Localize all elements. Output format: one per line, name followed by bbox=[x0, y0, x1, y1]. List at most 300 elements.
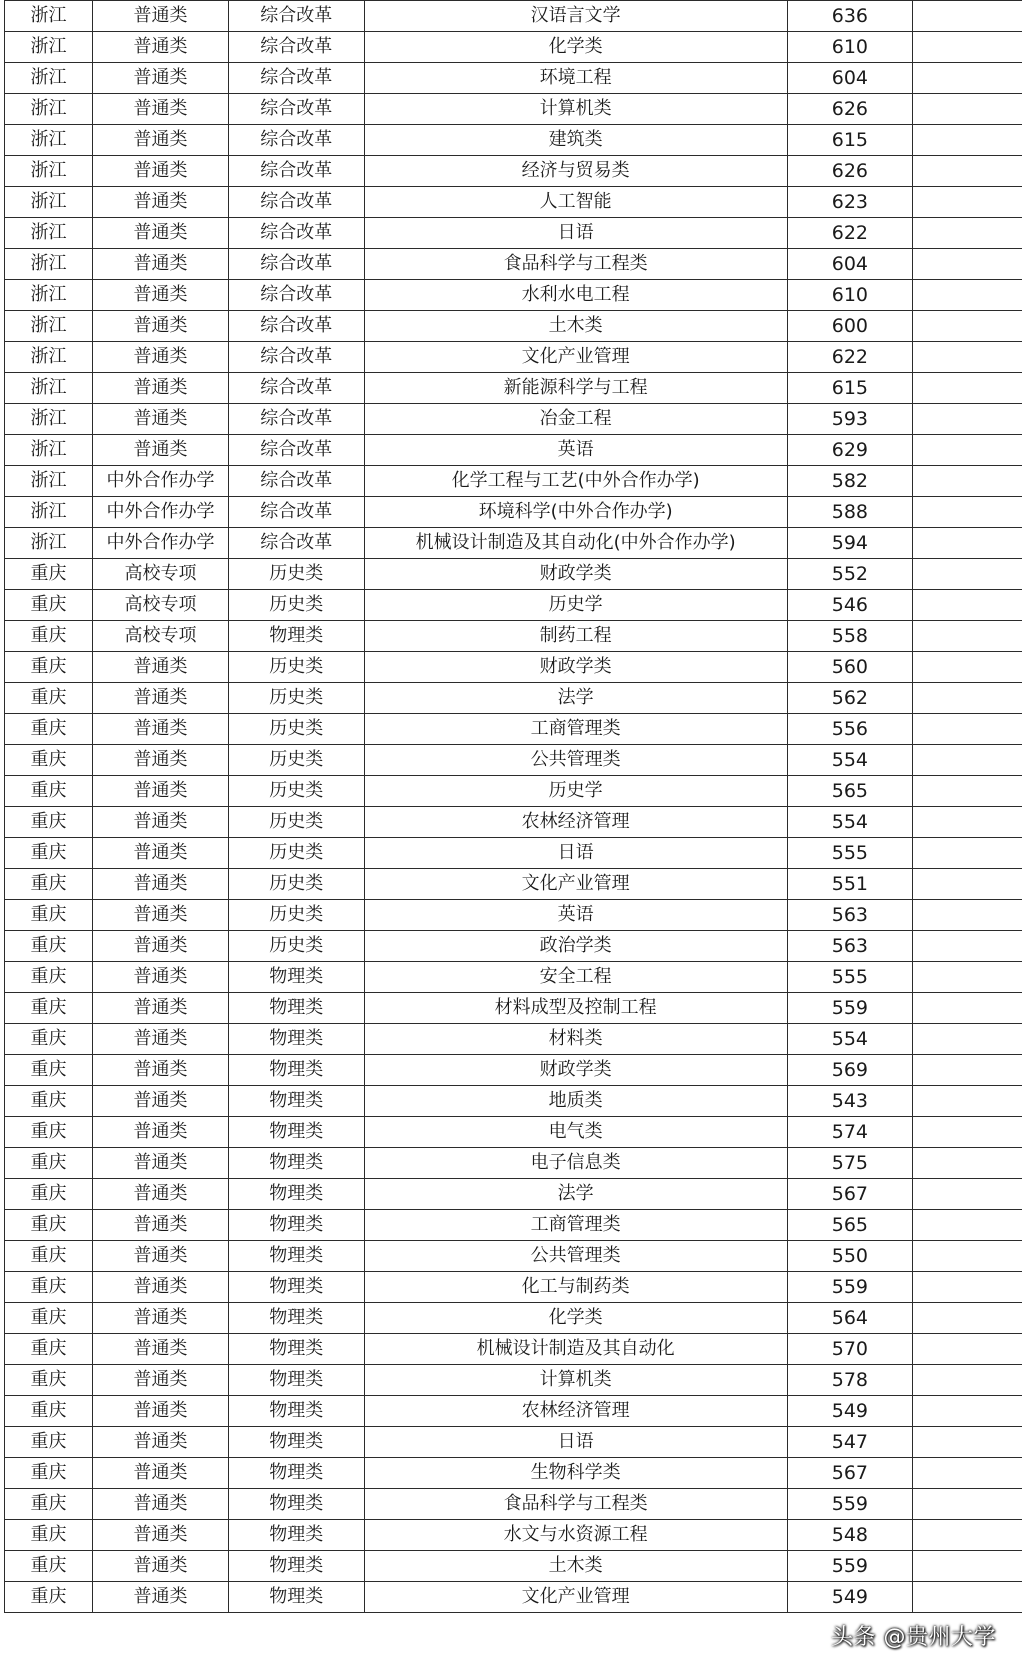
table-row bbox=[5, 962, 1022, 993]
major-cell: 公共管理类 bbox=[364, 745, 787, 776]
table-row bbox=[5, 993, 1022, 1024]
major-cell: 历史学 bbox=[364, 776, 787, 807]
category-cell: 普通类 bbox=[93, 311, 229, 342]
province-cell: 重庆 bbox=[5, 590, 93, 621]
province-cell: 重庆 bbox=[5, 1551, 93, 1582]
major-cell: 机械设计制造及其自动化(中外合作办学) bbox=[364, 528, 787, 559]
score-cell: 629 bbox=[787, 435, 912, 466]
category-cell: 普通类 bbox=[93, 1024, 229, 1055]
subject-cell: 历史类 bbox=[228, 652, 364, 683]
province-cell: 重庆 bbox=[5, 683, 93, 714]
table-row bbox=[5, 931, 1022, 962]
score-cell: 626 bbox=[787, 94, 912, 125]
major-cell: 材料类 bbox=[364, 1024, 787, 1055]
province-cell: 浙江 bbox=[5, 497, 93, 528]
major-cell: 土木类 bbox=[364, 311, 787, 342]
empty-cell bbox=[913, 404, 1022, 435]
subject-cell: 物理类 bbox=[228, 1024, 364, 1055]
empty-cell bbox=[913, 621, 1022, 652]
empty-cell bbox=[913, 373, 1022, 404]
category-cell: 中外合作办学 bbox=[93, 528, 229, 559]
table-row bbox=[5, 373, 1022, 404]
category-cell: 普通类 bbox=[93, 187, 229, 218]
major-cell: 食品科学与工程类 bbox=[364, 249, 787, 280]
major-cell: 文化产业管理 bbox=[364, 1582, 787, 1613]
category-cell: 普通类 bbox=[93, 1179, 229, 1210]
score-cell: 574 bbox=[787, 1117, 912, 1148]
province-cell: 重庆 bbox=[5, 1086, 93, 1117]
category-cell: 普通类 bbox=[93, 373, 229, 404]
empty-cell bbox=[913, 1427, 1022, 1458]
major-cell: 汉语言文学 bbox=[364, 1, 787, 32]
major-cell: 生物科学类 bbox=[364, 1458, 787, 1489]
major-cell: 食品科学与工程类 bbox=[364, 1489, 787, 1520]
subject-cell: 物理类 bbox=[228, 1582, 364, 1613]
empty-cell bbox=[913, 1117, 1022, 1148]
table-row bbox=[5, 745, 1022, 776]
score-cell: 550 bbox=[787, 1241, 912, 1272]
subject-cell: 物理类 bbox=[228, 1520, 364, 1551]
category-cell: 普通类 bbox=[93, 125, 229, 156]
province-cell: 浙江 bbox=[5, 435, 93, 466]
empty-cell bbox=[913, 156, 1022, 187]
major-cell: 文化产业管理 bbox=[364, 342, 787, 373]
province-cell: 重庆 bbox=[5, 931, 93, 962]
category-cell: 普通类 bbox=[93, 1334, 229, 1365]
empty-cell bbox=[913, 249, 1022, 280]
subject-cell: 物理类 bbox=[228, 1086, 364, 1117]
province-cell: 重庆 bbox=[5, 1117, 93, 1148]
province-cell: 浙江 bbox=[5, 32, 93, 63]
category-cell: 普通类 bbox=[93, 280, 229, 311]
table-row bbox=[5, 249, 1022, 280]
category-cell: 普通类 bbox=[93, 435, 229, 466]
major-cell: 日语 bbox=[364, 1427, 787, 1458]
province-cell: 浙江 bbox=[5, 1, 93, 32]
province-cell: 重庆 bbox=[5, 900, 93, 931]
table-row bbox=[5, 404, 1022, 435]
table-row bbox=[5, 311, 1022, 342]
province-cell: 重庆 bbox=[5, 745, 93, 776]
empty-cell bbox=[913, 838, 1022, 869]
table-row bbox=[5, 63, 1022, 94]
empty-cell bbox=[913, 1, 1022, 32]
table-row bbox=[5, 342, 1022, 373]
province-cell: 重庆 bbox=[5, 1520, 93, 1551]
table-row bbox=[5, 559, 1022, 590]
province-cell: 重庆 bbox=[5, 1582, 93, 1613]
table-row bbox=[5, 1117, 1022, 1148]
major-cell: 政治学类 bbox=[364, 931, 787, 962]
province-cell: 重庆 bbox=[5, 714, 93, 745]
score-cell: 570 bbox=[787, 1334, 912, 1365]
empty-cell bbox=[913, 280, 1022, 311]
subject-cell: 物理类 bbox=[228, 1055, 364, 1086]
empty-cell bbox=[913, 1024, 1022, 1055]
province-cell: 重庆 bbox=[5, 652, 93, 683]
major-cell: 农林经济管理 bbox=[364, 807, 787, 838]
subject-cell: 综合改革 bbox=[228, 404, 364, 435]
province-cell: 浙江 bbox=[5, 218, 93, 249]
empty-cell bbox=[913, 714, 1022, 745]
major-cell: 冶金工程 bbox=[364, 404, 787, 435]
table-row bbox=[5, 1179, 1022, 1210]
table-row bbox=[5, 1582, 1022, 1613]
table-row bbox=[5, 590, 1022, 621]
table-row bbox=[5, 528, 1022, 559]
major-cell: 工商管理类 bbox=[364, 714, 787, 745]
empty-cell bbox=[913, 1520, 1022, 1551]
major-cell: 文化产业管理 bbox=[364, 869, 787, 900]
score-cell: 567 bbox=[787, 1179, 912, 1210]
subject-cell: 历史类 bbox=[228, 714, 364, 745]
empty-cell bbox=[913, 342, 1022, 373]
table-row bbox=[5, 714, 1022, 745]
score-cell: 610 bbox=[787, 280, 912, 311]
score-cell: 588 bbox=[787, 497, 912, 528]
major-cell: 法学 bbox=[364, 683, 787, 714]
empty-cell bbox=[913, 900, 1022, 931]
table-row bbox=[5, 1551, 1022, 1582]
subject-cell: 物理类 bbox=[228, 1179, 364, 1210]
subject-cell: 物理类 bbox=[228, 621, 364, 652]
province-cell: 重庆 bbox=[5, 559, 93, 590]
province-cell: 重庆 bbox=[5, 807, 93, 838]
score-cell: 559 bbox=[787, 1551, 912, 1582]
subject-cell: 历史类 bbox=[228, 776, 364, 807]
category-cell: 中外合作办学 bbox=[93, 497, 229, 528]
subject-cell: 物理类 bbox=[228, 993, 364, 1024]
province-cell: 浙江 bbox=[5, 311, 93, 342]
subject-cell: 物理类 bbox=[228, 1458, 364, 1489]
score-cell: 554 bbox=[787, 1024, 912, 1055]
table-row bbox=[5, 1396, 1022, 1427]
table-row bbox=[5, 1334, 1022, 1365]
category-cell: 普通类 bbox=[93, 962, 229, 993]
empty-cell bbox=[913, 497, 1022, 528]
score-cell: 615 bbox=[787, 125, 912, 156]
province-cell: 浙江 bbox=[5, 249, 93, 280]
table-row bbox=[5, 1427, 1022, 1458]
empty-cell bbox=[913, 559, 1022, 590]
province-cell: 浙江 bbox=[5, 280, 93, 311]
empty-cell bbox=[913, 1179, 1022, 1210]
score-cell: 546 bbox=[787, 590, 912, 621]
score-cell: 549 bbox=[787, 1396, 912, 1427]
empty-cell bbox=[913, 1551, 1022, 1582]
subject-cell: 物理类 bbox=[228, 962, 364, 993]
category-cell: 普通类 bbox=[93, 249, 229, 280]
table-body bbox=[5, 1, 1022, 1613]
province-cell: 浙江 bbox=[5, 404, 93, 435]
major-cell: 计算机类 bbox=[364, 1365, 787, 1396]
subject-cell: 物理类 bbox=[228, 1303, 364, 1334]
empty-cell bbox=[913, 63, 1022, 94]
category-cell: 普通类 bbox=[93, 745, 229, 776]
admission-score-table bbox=[4, 0, 1022, 1613]
table-row bbox=[5, 1, 1022, 32]
empty-cell bbox=[913, 590, 1022, 621]
subject-cell: 综合改革 bbox=[228, 373, 364, 404]
score-cell: 565 bbox=[787, 1210, 912, 1241]
empty-cell bbox=[913, 869, 1022, 900]
category-cell: 普通类 bbox=[93, 1303, 229, 1334]
major-cell: 环境科学(中外合作办学) bbox=[364, 497, 787, 528]
table-row bbox=[5, 218, 1022, 249]
empty-cell bbox=[913, 1210, 1022, 1241]
table-row bbox=[5, 1024, 1022, 1055]
empty-cell bbox=[913, 993, 1022, 1024]
subject-cell: 物理类 bbox=[228, 1148, 364, 1179]
subject-cell: 综合改革 bbox=[228, 466, 364, 497]
category-cell: 普通类 bbox=[93, 1055, 229, 1086]
table-row bbox=[5, 683, 1022, 714]
major-cell: 机械设计制造及其自动化 bbox=[364, 1334, 787, 1365]
table-row bbox=[5, 1086, 1022, 1117]
score-cell: 564 bbox=[787, 1303, 912, 1334]
subject-cell: 综合改革 bbox=[228, 497, 364, 528]
province-cell: 浙江 bbox=[5, 466, 93, 497]
score-cell: 622 bbox=[787, 342, 912, 373]
empty-cell bbox=[913, 931, 1022, 962]
empty-cell bbox=[913, 1334, 1022, 1365]
category-cell: 普通类 bbox=[93, 993, 229, 1024]
table-row bbox=[5, 435, 1022, 466]
category-cell: 普通类 bbox=[93, 714, 229, 745]
empty-cell bbox=[913, 187, 1022, 218]
province-cell: 浙江 bbox=[5, 528, 93, 559]
province-cell: 重庆 bbox=[5, 1024, 93, 1055]
empty-cell bbox=[913, 1458, 1022, 1489]
province-cell: 重庆 bbox=[5, 1396, 93, 1427]
empty-cell bbox=[913, 1055, 1022, 1086]
table-row bbox=[5, 838, 1022, 869]
subject-cell: 物理类 bbox=[228, 1551, 364, 1582]
province-cell: 重庆 bbox=[5, 838, 93, 869]
major-cell: 日语 bbox=[364, 218, 787, 249]
category-cell: 普通类 bbox=[93, 1272, 229, 1303]
empty-cell bbox=[913, 807, 1022, 838]
table-row bbox=[5, 1458, 1022, 1489]
score-cell: 559 bbox=[787, 1489, 912, 1520]
score-cell: 569 bbox=[787, 1055, 912, 1086]
major-cell: 地质类 bbox=[364, 1086, 787, 1117]
subject-cell: 综合改革 bbox=[228, 156, 364, 187]
major-cell: 公共管理类 bbox=[364, 1241, 787, 1272]
subject-cell: 物理类 bbox=[228, 1241, 364, 1272]
score-cell: 615 bbox=[787, 373, 912, 404]
major-cell: 财政学类 bbox=[364, 559, 787, 590]
empty-cell bbox=[913, 1241, 1022, 1272]
province-cell: 重庆 bbox=[5, 1458, 93, 1489]
table-row bbox=[5, 621, 1022, 652]
table-row bbox=[5, 125, 1022, 156]
major-cell: 环境工程 bbox=[364, 63, 787, 94]
province-cell: 重庆 bbox=[5, 1210, 93, 1241]
major-cell: 农林经济管理 bbox=[364, 1396, 787, 1427]
province-cell: 浙江 bbox=[5, 156, 93, 187]
table-row bbox=[5, 1148, 1022, 1179]
subject-cell: 综合改革 bbox=[228, 125, 364, 156]
major-cell: 制药工程 bbox=[364, 621, 787, 652]
subject-cell: 物理类 bbox=[228, 1365, 364, 1396]
table-row bbox=[5, 32, 1022, 63]
score-cell: 554 bbox=[787, 745, 912, 776]
empty-cell bbox=[913, 1489, 1022, 1520]
category-cell: 普通类 bbox=[93, 94, 229, 125]
major-cell: 电气类 bbox=[364, 1117, 787, 1148]
table-row bbox=[5, 807, 1022, 838]
subject-cell: 物理类 bbox=[228, 1210, 364, 1241]
category-cell: 普通类 bbox=[93, 218, 229, 249]
subject-cell: 物理类 bbox=[228, 1489, 364, 1520]
province-cell: 重庆 bbox=[5, 1241, 93, 1272]
score-table-container bbox=[4, 0, 1022, 1613]
score-cell: 575 bbox=[787, 1148, 912, 1179]
province-cell: 重庆 bbox=[5, 993, 93, 1024]
empty-cell bbox=[913, 218, 1022, 249]
subject-cell: 物理类 bbox=[228, 1396, 364, 1427]
major-cell: 历史学 bbox=[364, 590, 787, 621]
score-cell: 565 bbox=[787, 776, 912, 807]
province-cell: 重庆 bbox=[5, 1427, 93, 1458]
table-row bbox=[5, 1303, 1022, 1334]
category-cell: 普通类 bbox=[93, 1396, 229, 1427]
major-cell: 化学类 bbox=[364, 32, 787, 63]
major-cell: 人工智能 bbox=[364, 187, 787, 218]
category-cell: 高校专项 bbox=[93, 559, 229, 590]
major-cell: 化工与制药类 bbox=[364, 1272, 787, 1303]
score-cell: 547 bbox=[787, 1427, 912, 1458]
category-cell: 普通类 bbox=[93, 1520, 229, 1551]
table-row bbox=[5, 156, 1022, 187]
table-row bbox=[5, 280, 1022, 311]
province-cell: 重庆 bbox=[5, 1179, 93, 1210]
major-cell: 新能源科学与工程 bbox=[364, 373, 787, 404]
category-cell: 普通类 bbox=[93, 32, 229, 63]
empty-cell bbox=[913, 125, 1022, 156]
score-cell: 604 bbox=[787, 63, 912, 94]
category-cell: 普通类 bbox=[93, 869, 229, 900]
table-row bbox=[5, 652, 1022, 683]
table-row bbox=[5, 1241, 1022, 1272]
province-cell: 重庆 bbox=[5, 1489, 93, 1520]
major-cell: 工商管理类 bbox=[364, 1210, 787, 1241]
category-cell: 普通类 bbox=[93, 1210, 229, 1241]
empty-cell bbox=[913, 962, 1022, 993]
category-cell: 中外合作办学 bbox=[93, 466, 229, 497]
subject-cell: 历史类 bbox=[228, 683, 364, 714]
score-cell: 563 bbox=[787, 931, 912, 962]
category-cell: 普通类 bbox=[93, 776, 229, 807]
category-cell: 普通类 bbox=[93, 156, 229, 187]
table-row bbox=[5, 187, 1022, 218]
subject-cell: 综合改革 bbox=[228, 435, 364, 466]
empty-cell bbox=[913, 1582, 1022, 1613]
category-cell: 普通类 bbox=[93, 1458, 229, 1489]
major-cell: 计算机类 bbox=[364, 94, 787, 125]
province-cell: 浙江 bbox=[5, 373, 93, 404]
table-row bbox=[5, 466, 1022, 497]
province-cell: 重庆 bbox=[5, 1334, 93, 1365]
subject-cell: 综合改革 bbox=[228, 32, 364, 63]
subject-cell: 历史类 bbox=[228, 559, 364, 590]
score-cell: 543 bbox=[787, 1086, 912, 1117]
major-cell: 英语 bbox=[364, 900, 787, 931]
category-cell: 普通类 bbox=[93, 1582, 229, 1613]
category-cell: 普通类 bbox=[93, 1117, 229, 1148]
major-cell: 英语 bbox=[364, 435, 787, 466]
category-cell: 普通类 bbox=[93, 1551, 229, 1582]
subject-cell: 综合改革 bbox=[228, 94, 364, 125]
empty-cell bbox=[913, 652, 1022, 683]
watermark-text: 头条 @贵州大学 bbox=[831, 1625, 996, 1650]
score-cell: 636 bbox=[787, 1, 912, 32]
province-cell: 重庆 bbox=[5, 1055, 93, 1086]
empty-cell bbox=[913, 1303, 1022, 1334]
subject-cell: 历史类 bbox=[228, 590, 364, 621]
score-cell: 554 bbox=[787, 807, 912, 838]
category-cell: 高校专项 bbox=[93, 621, 229, 652]
category-cell: 普通类 bbox=[93, 1427, 229, 1458]
subject-cell: 历史类 bbox=[228, 838, 364, 869]
score-cell: 555 bbox=[787, 962, 912, 993]
empty-cell bbox=[913, 1396, 1022, 1427]
subject-cell: 综合改革 bbox=[228, 311, 364, 342]
empty-cell bbox=[913, 683, 1022, 714]
score-cell: 559 bbox=[787, 1272, 912, 1303]
subject-cell: 物理类 bbox=[228, 1117, 364, 1148]
table-row bbox=[5, 1210, 1022, 1241]
subject-cell: 综合改革 bbox=[228, 1, 364, 32]
category-cell: 普通类 bbox=[93, 931, 229, 962]
province-cell: 重庆 bbox=[5, 962, 93, 993]
category-cell: 普通类 bbox=[93, 900, 229, 931]
score-cell: 600 bbox=[787, 311, 912, 342]
category-cell: 普通类 bbox=[93, 1148, 229, 1179]
province-cell: 重庆 bbox=[5, 1148, 93, 1179]
score-cell: 559 bbox=[787, 993, 912, 1024]
table-row bbox=[5, 1489, 1022, 1520]
major-cell: 水利水电工程 bbox=[364, 280, 787, 311]
category-cell: 普通类 bbox=[93, 807, 229, 838]
subject-cell: 历史类 bbox=[228, 900, 364, 931]
major-cell: 土木类 bbox=[364, 1551, 787, 1582]
empty-cell bbox=[913, 94, 1022, 125]
major-cell: 经济与贸易类 bbox=[364, 156, 787, 187]
score-cell: 548 bbox=[787, 1520, 912, 1551]
category-cell: 普通类 bbox=[93, 63, 229, 94]
empty-cell bbox=[913, 435, 1022, 466]
score-cell: 594 bbox=[787, 528, 912, 559]
subject-cell: 综合改革 bbox=[228, 63, 364, 94]
subject-cell: 综合改革 bbox=[228, 280, 364, 311]
subject-cell: 综合改革 bbox=[228, 342, 364, 373]
major-cell: 财政学类 bbox=[364, 652, 787, 683]
major-cell: 安全工程 bbox=[364, 962, 787, 993]
province-cell: 浙江 bbox=[5, 187, 93, 218]
empty-cell bbox=[913, 1365, 1022, 1396]
province-cell: 浙江 bbox=[5, 94, 93, 125]
category-cell: 普通类 bbox=[93, 342, 229, 373]
subject-cell: 综合改革 bbox=[228, 528, 364, 559]
score-cell: 567 bbox=[787, 1458, 912, 1489]
score-cell: 551 bbox=[787, 869, 912, 900]
score-cell: 552 bbox=[787, 559, 912, 590]
table-row bbox=[5, 497, 1022, 528]
province-cell: 重庆 bbox=[5, 1365, 93, 1396]
score-cell: 623 bbox=[787, 187, 912, 218]
